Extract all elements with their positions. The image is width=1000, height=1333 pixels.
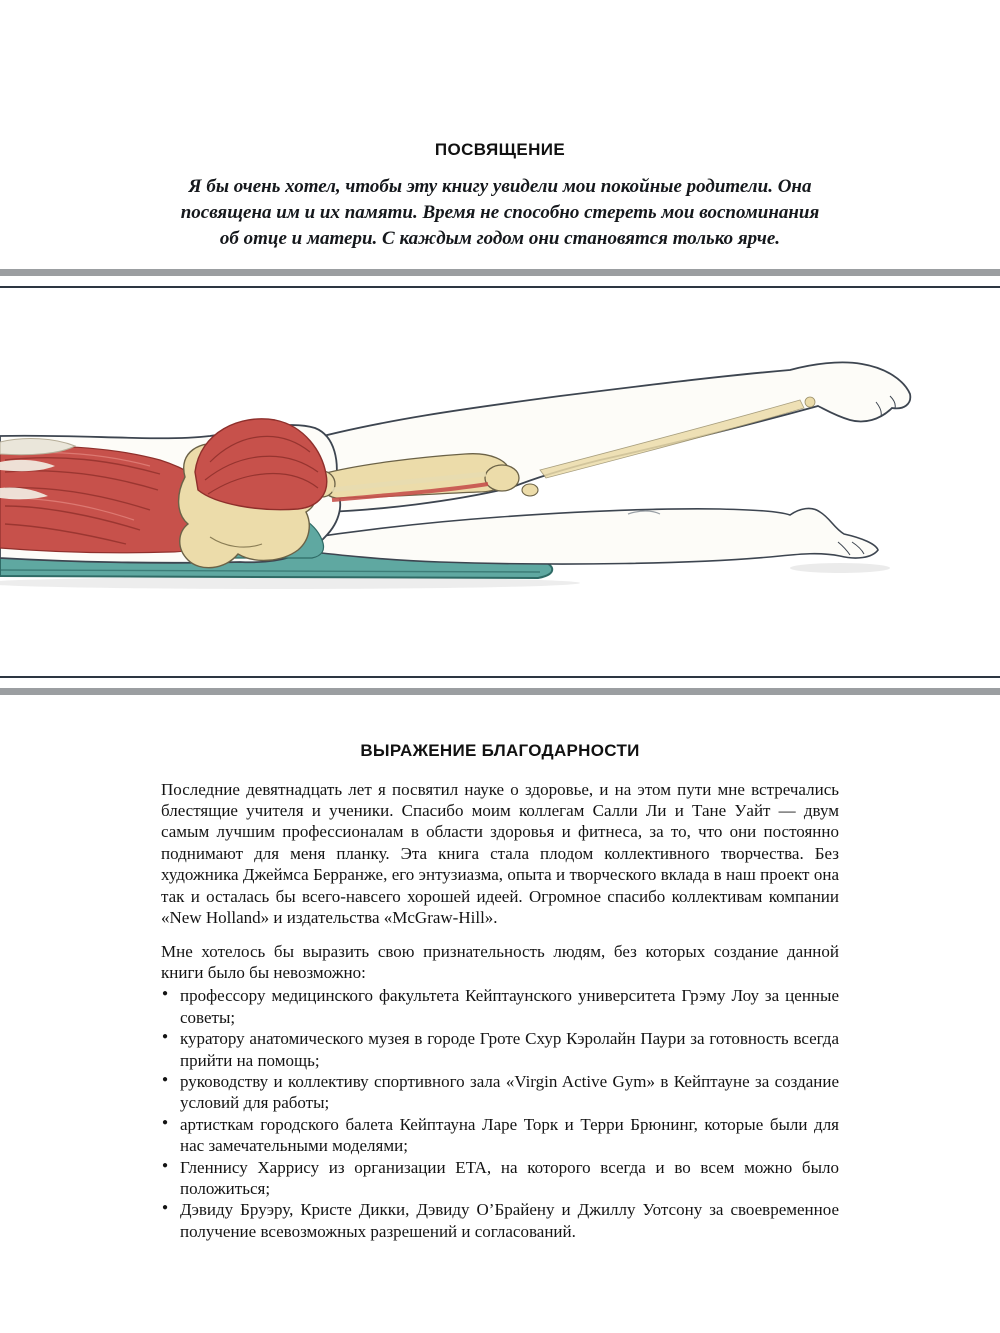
knee-condyle	[485, 465, 519, 491]
foot-shadow	[790, 563, 890, 573]
list-item: ● руководству и коллективу спортивного зала «Virgin Active Gym» в Кейптауне за создание условий для работы;	[161, 1071, 839, 1114]
patella-bone	[522, 484, 538, 496]
list-item: ● Гленнису Харрису из организации ETA, на которого всегда и во всем можно было положиться;	[161, 1157, 839, 1200]
ankle-bone	[805, 397, 815, 407]
bottom-rule-thick	[0, 688, 1000, 695]
prone-leg-raise-illustration	[0, 288, 1000, 676]
list-item: ● куратору анатомического музея в городе Гроте Схур Кэролайн Паури за готовность всегда прийти на помощь;	[161, 1028, 839, 1071]
bottom-rule-thin	[0, 676, 1000, 678]
acknowledgments-paragraph: Последние девятнадцать лет я посвятил науке о здоровье, и на этом пути мне встречались блестящие учителя и ученики. Спасибо моим коллегам Салли Ли и Тане Уайт — двум самым лучшим профессионалам в области здоровья и фитнеса, за то, что они постоянно поднимают для меня планку. Эта книга стала плодом коллективного творчества. Без художника Джеймса Берранже, его энтузиазма, опыта и творческого вклада в наш проект она так и осталась бы всего-навсего хорошей идеей. Огромное спасибо коллективам компании «New Holland» и издательства «McGraw-Hill».	[161, 779, 839, 928]
top-rule-thick	[0, 269, 1000, 276]
acknowledgments-section	[161, 741, 839, 1243]
acknowledgments-intro: Мне хотелось бы выразить свою признательность людям, без которых создание данной книги было бы невозможно:	[161, 941, 839, 982]
illustration-svg	[0, 288, 1000, 676]
resting-leg-outline	[295, 508, 878, 564]
resting-leg	[295, 508, 878, 564]
bottom-rule-group	[0, 676, 1000, 695]
dedication-section	[0, 0, 1000, 253]
acknowledgments-heading: ВЫРАЖЕНИЕ БЛАГОДАРНОСТИ	[360, 740, 640, 760]
list-item: ● Дэвиду Бруэру, Кристе Дикки, Дэвиду О’Брайену и Джиллу Уотсону за своевременное получение всевозможных разрешений и согласований.	[161, 1199, 839, 1242]
top-rule-group	[0, 269, 1000, 288]
list-item: ● артисткам городского балета Кейптауна Ларе Торк и Терри Брюнинг, которые были для нас замечательными моделями;	[161, 1114, 839, 1157]
acknowledgments-list	[161, 985, 839, 1242]
dedication-text: Я бы очень хотел, чтобы эту книгу увидели мои покойные родители. Она посвящена им и их памяти. Время не способно стереть мои воспоминания об отце и матери. С каждым годом они становятся только ярче.	[180, 176, 820, 250]
list-item: ● профессору медицинского факультета Кейптаунского университета Грэму Лоу за ценные советы;	[161, 985, 839, 1028]
dedication-heading: ПОСВЯЩЕНИЕ	[434, 140, 566, 159]
